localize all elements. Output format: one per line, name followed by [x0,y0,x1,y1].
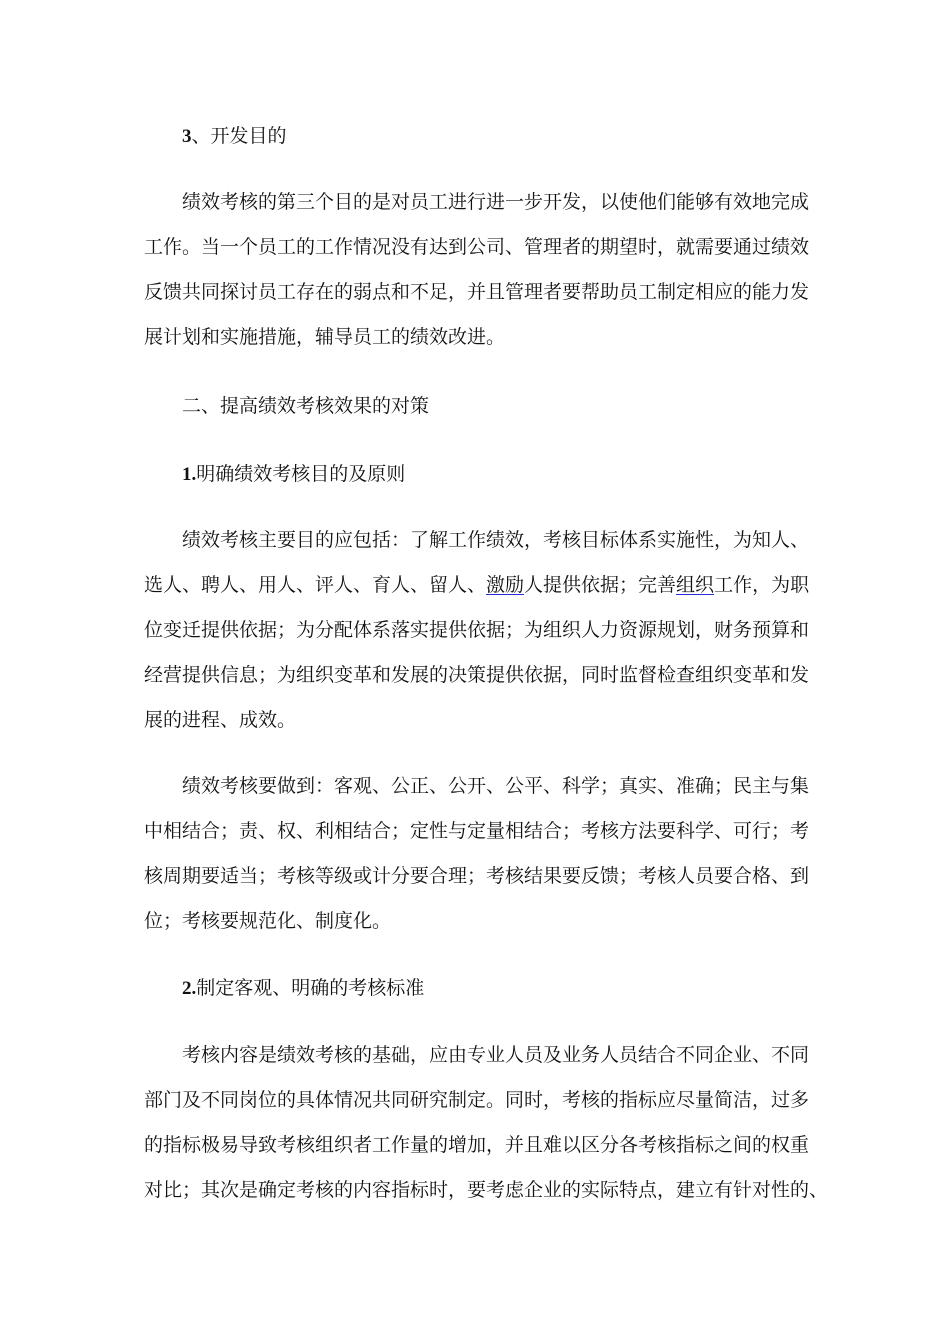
paragraph-line: 绩效考核要做到：客观、公正、公开、公平、科学；真实、准确；民主与集 [182,775,810,797]
paragraph-line: 经营提供信息；为组织变革和发展的决策提供依据，同时监督检查组织变革和发 [144,664,810,686]
paragraph-line: 位变迁提供依据；为分配体系落实提供依据；为组织人力资源规划，财务预算和 [144,619,810,641]
paragraph-line: 选人、聘人、用人、评人、育人、留人、激励人提供依据；完善组织工作，为职 [144,574,810,596]
section-heading-2-2: 2.制定客观、明确的考核标准 [182,977,425,999]
paragraph-line: 部门及不同岗位的具体情况共同研究制定。同时，考核的指标应尽量简洁，过多 [144,1089,810,1111]
paragraph-line: 考核内容是绩效考核的基础，应由专业人员及业务人员结合不同企业、不同 [182,1044,810,1066]
paragraph-line: 核周期要适当；考核等级或计分要合理；考核结果要反馈；考核人员要合格、到 [144,865,810,887]
paragraph-line: 中相结合；责、权、利相结合；定性与定量相结合；考核方法要科学、可行；考 [144,820,810,842]
section-heading-3: 3、开发目的 [182,125,287,147]
paragraph-line: 展的进程、成效。 [144,709,297,731]
chapter-heading: 二、提高绩效考核效果的对策 [182,395,430,417]
paragraph-line: 工作。当一个员工的工作情况没有达到公司、管理者的期望时，就需要通过绩效 [144,236,810,258]
paragraph-line: 位；考核要规范化、制度化。 [144,910,392,932]
paragraph-line: 绩效考核主要目的应包括：了解工作绩效，考核目标体系实施性，为知人、 [182,529,810,551]
section-heading-2-1: 1.明确绩效考核目的及原则 [182,463,406,485]
link-organization[interactable]: 组织 [676,574,715,596]
link-incentive[interactable]: 激励 [486,574,525,596]
paragraph-line: 展计划和实施措施，辅导员工的绩效改进。 [144,326,506,348]
paragraph-line: 反馈共同探讨员工存在的弱点和不足，并且管理者要帮助员工制定相应的能力发 [144,281,810,303]
paragraph-line: 对比；其次是确定考核的内容指标时，要考虑企业的实际特点，建立有针对性的、 [144,1179,829,1201]
paragraph-line: 的指标极易导致考核组织者工作量的增加，并且难以区分各考核指标之间的权重 [144,1134,810,1156]
paragraph-line: 绩效考核的第三个目的是对员工进行进一步开发，以使他们能够有效地完成 [182,191,810,213]
